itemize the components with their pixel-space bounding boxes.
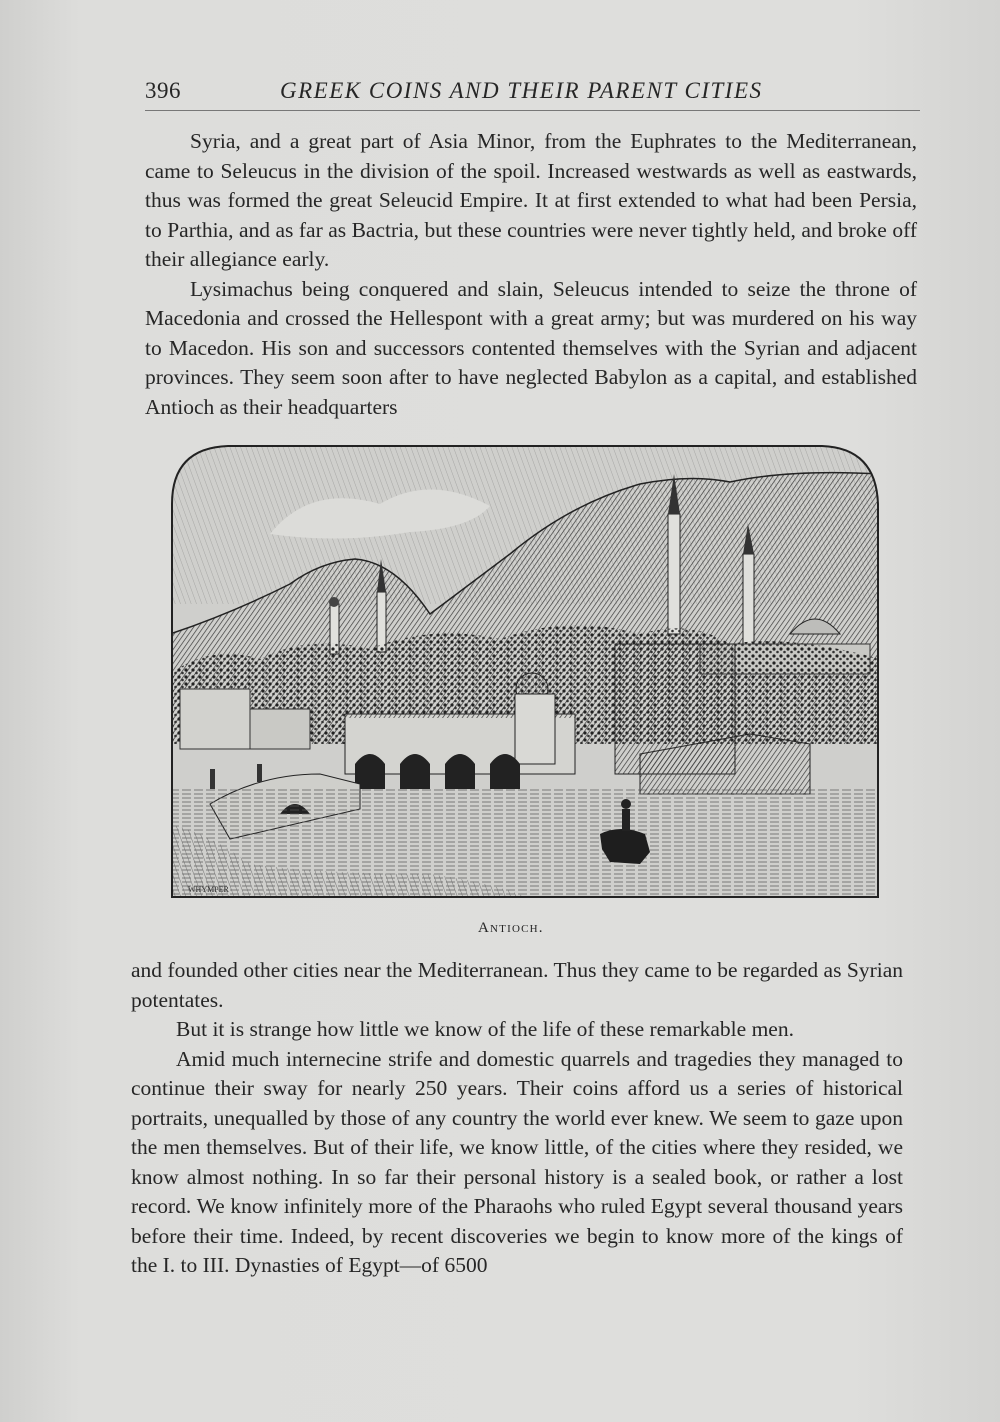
- text-block-top: [145, 127, 917, 422]
- text-block-bottom: [131, 956, 903, 1281]
- engraver-signature: WHYMPER: [188, 885, 229, 894]
- paragraph: Syria, and a great part of Asia Minor, from the Euphrates to the Mediterranean, came to Seleucus in the division of the spoil. Increased westwards as well as eastwards, thus was formed the great Seleucid Empire. It at first extended to what had been Persia, to Parthia, and as far as Bactria, but these countries were never tightly held, and broke off their allegiance early.: [145, 129, 917, 271]
- page-number: 396: [145, 78, 181, 103]
- running-title: GREEK COINS AND THEIR PARENT CITIES: [280, 78, 763, 103]
- running-head: [145, 76, 920, 111]
- paragraph: But it is strange how little we know of the life of these remarkable men.: [176, 1017, 794, 1041]
- paragraph: Amid much internecine strife and domestic quarrels and tragedies they managed to continue their sway for nearly 250 years. Their coins afford us a series of historical portraits, unequalled by those of any country the world ever knew. We seem to gaze upon the men themselves. But of their life, we know little, of the cities where they resided, we know almost nothing. In so far their personal history is a sealed book, or rather a lost record. We know infinitely more of the Pharaohs who ruled Egypt several thousand years before their time. Indeed, by recent discoveries we begin to know more of the kings of the I. to III. Dynasties of Egypt—of 6500: [131, 1046, 903, 1277]
- engraving-image: [170, 444, 880, 899]
- figure-caption: Antioch.: [478, 920, 544, 936]
- antioch-engraving: [170, 444, 880, 899]
- paragraph: and founded other cities near the Mediterranean. Thus they came to be regarded as Syrian potentates.: [131, 958, 903, 1012]
- paragraph: Lysimachus being conquered and slain, Seleucus intended to seize the throne of Macedonia and crossed the Hellespont with a great army; but was murdered on his way to Macedon. His son and successors contented themselves with the Syrian and adjacent provinces. They seem soon after to have neglected Babylon as a capital, and established Antioch as their headquarters: [145, 276, 917, 419]
